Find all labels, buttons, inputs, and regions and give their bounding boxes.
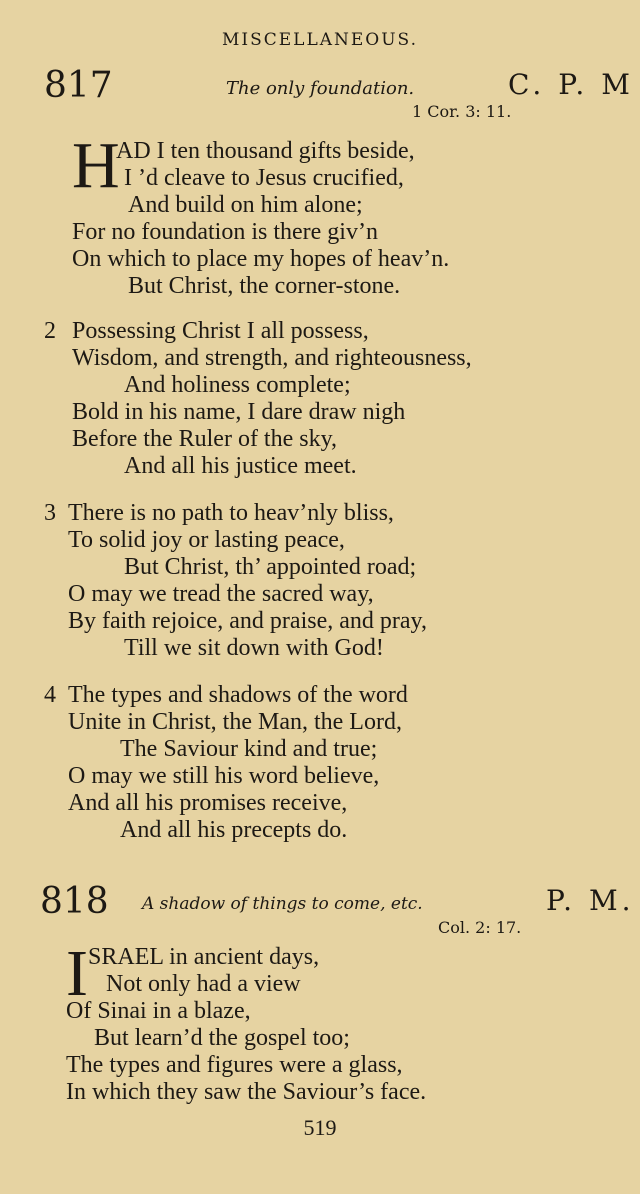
hymn-line: In which they saw the Saviour’s face. [66,1079,427,1105]
stanza-number: 2 [44,318,56,344]
hymn-line: By faith rejoice, and praise, and pray, [68,608,427,634]
hymn-line: Unite in Christ, the Man, the Lord, [68,709,402,735]
hymn-title: The only foundation. [226,78,415,99]
hymn-line: And all his justice meet. [124,453,357,479]
running-head: MISCELLANEOUS. [221,30,419,50]
scripture-reference: Col. 2: 17. [438,918,522,937]
hymn-line: The types and shadows of the word [68,682,408,708]
drop-cap: I [66,937,88,1010]
hymn-line: But Christ, the corner-stone. [128,273,401,299]
hymn-line: Bold in his name, I dare draw nigh [72,399,406,425]
hymn-line: And holiness complete; [124,372,351,398]
hymn-line: Before the Ruler of the sky, [72,426,338,452]
stanza-number: 4 [44,682,56,708]
hymn-line: The Saviour kind and true; [120,736,378,762]
drop-cap: H [72,129,120,202]
hymn-title: A shadow of things to come, etc. [142,894,423,914]
hymn-line: And all his promises receive, [68,790,348,816]
hymn-line: Possessing Christ I all possess, [72,318,369,344]
hymn-line: For no foundation is there giv’n [72,219,378,245]
hymn-line: Till we sit down with God! [124,635,384,661]
hymn-line: Wisdom, and strength, and righteousness, [72,345,472,371]
hymn-line: I ’d cleave to Jesus crucified, [124,165,404,191]
hymn-line: The types and figures were a glass, [66,1052,403,1078]
hymn-line: SRAEL in ancient days, [88,944,320,970]
hymn-line: There is no path to heav’nly bliss, [68,500,394,526]
hymn-line: And build on him alone; [128,192,363,218]
hymn-line: O may we tread the sacred way, [68,581,374,607]
hymn-meter: P. M. [546,884,635,917]
hymn-line: But learn’d the gospel too; [94,1025,350,1051]
hymn-line: But Christ, th’ appointed road; [124,554,417,580]
hymn-line: And all his precepts do. [120,817,348,843]
page-number: 519 [303,1115,337,1140]
hymn-line: O may we still his word believe, [68,763,380,789]
hymn-number: 818 [40,881,109,922]
stanza-number: 3 [44,500,56,526]
scripture-reference: 1 Cor. 3: 11. [412,102,512,121]
hymn-meter: C. P. M [508,68,634,101]
hymn-line: To solid joy or lasting peace, [68,527,345,553]
hymn-line: Of Sinai in a blaze, [66,998,251,1024]
hymn-line: Not only had a view [106,971,301,997]
hymn-line: AD I ten thousand gifts beside, [116,138,415,164]
hymn-line: On which to place my hopes of heav’n. [72,246,450,272]
hymn-number: 817 [44,65,113,106]
